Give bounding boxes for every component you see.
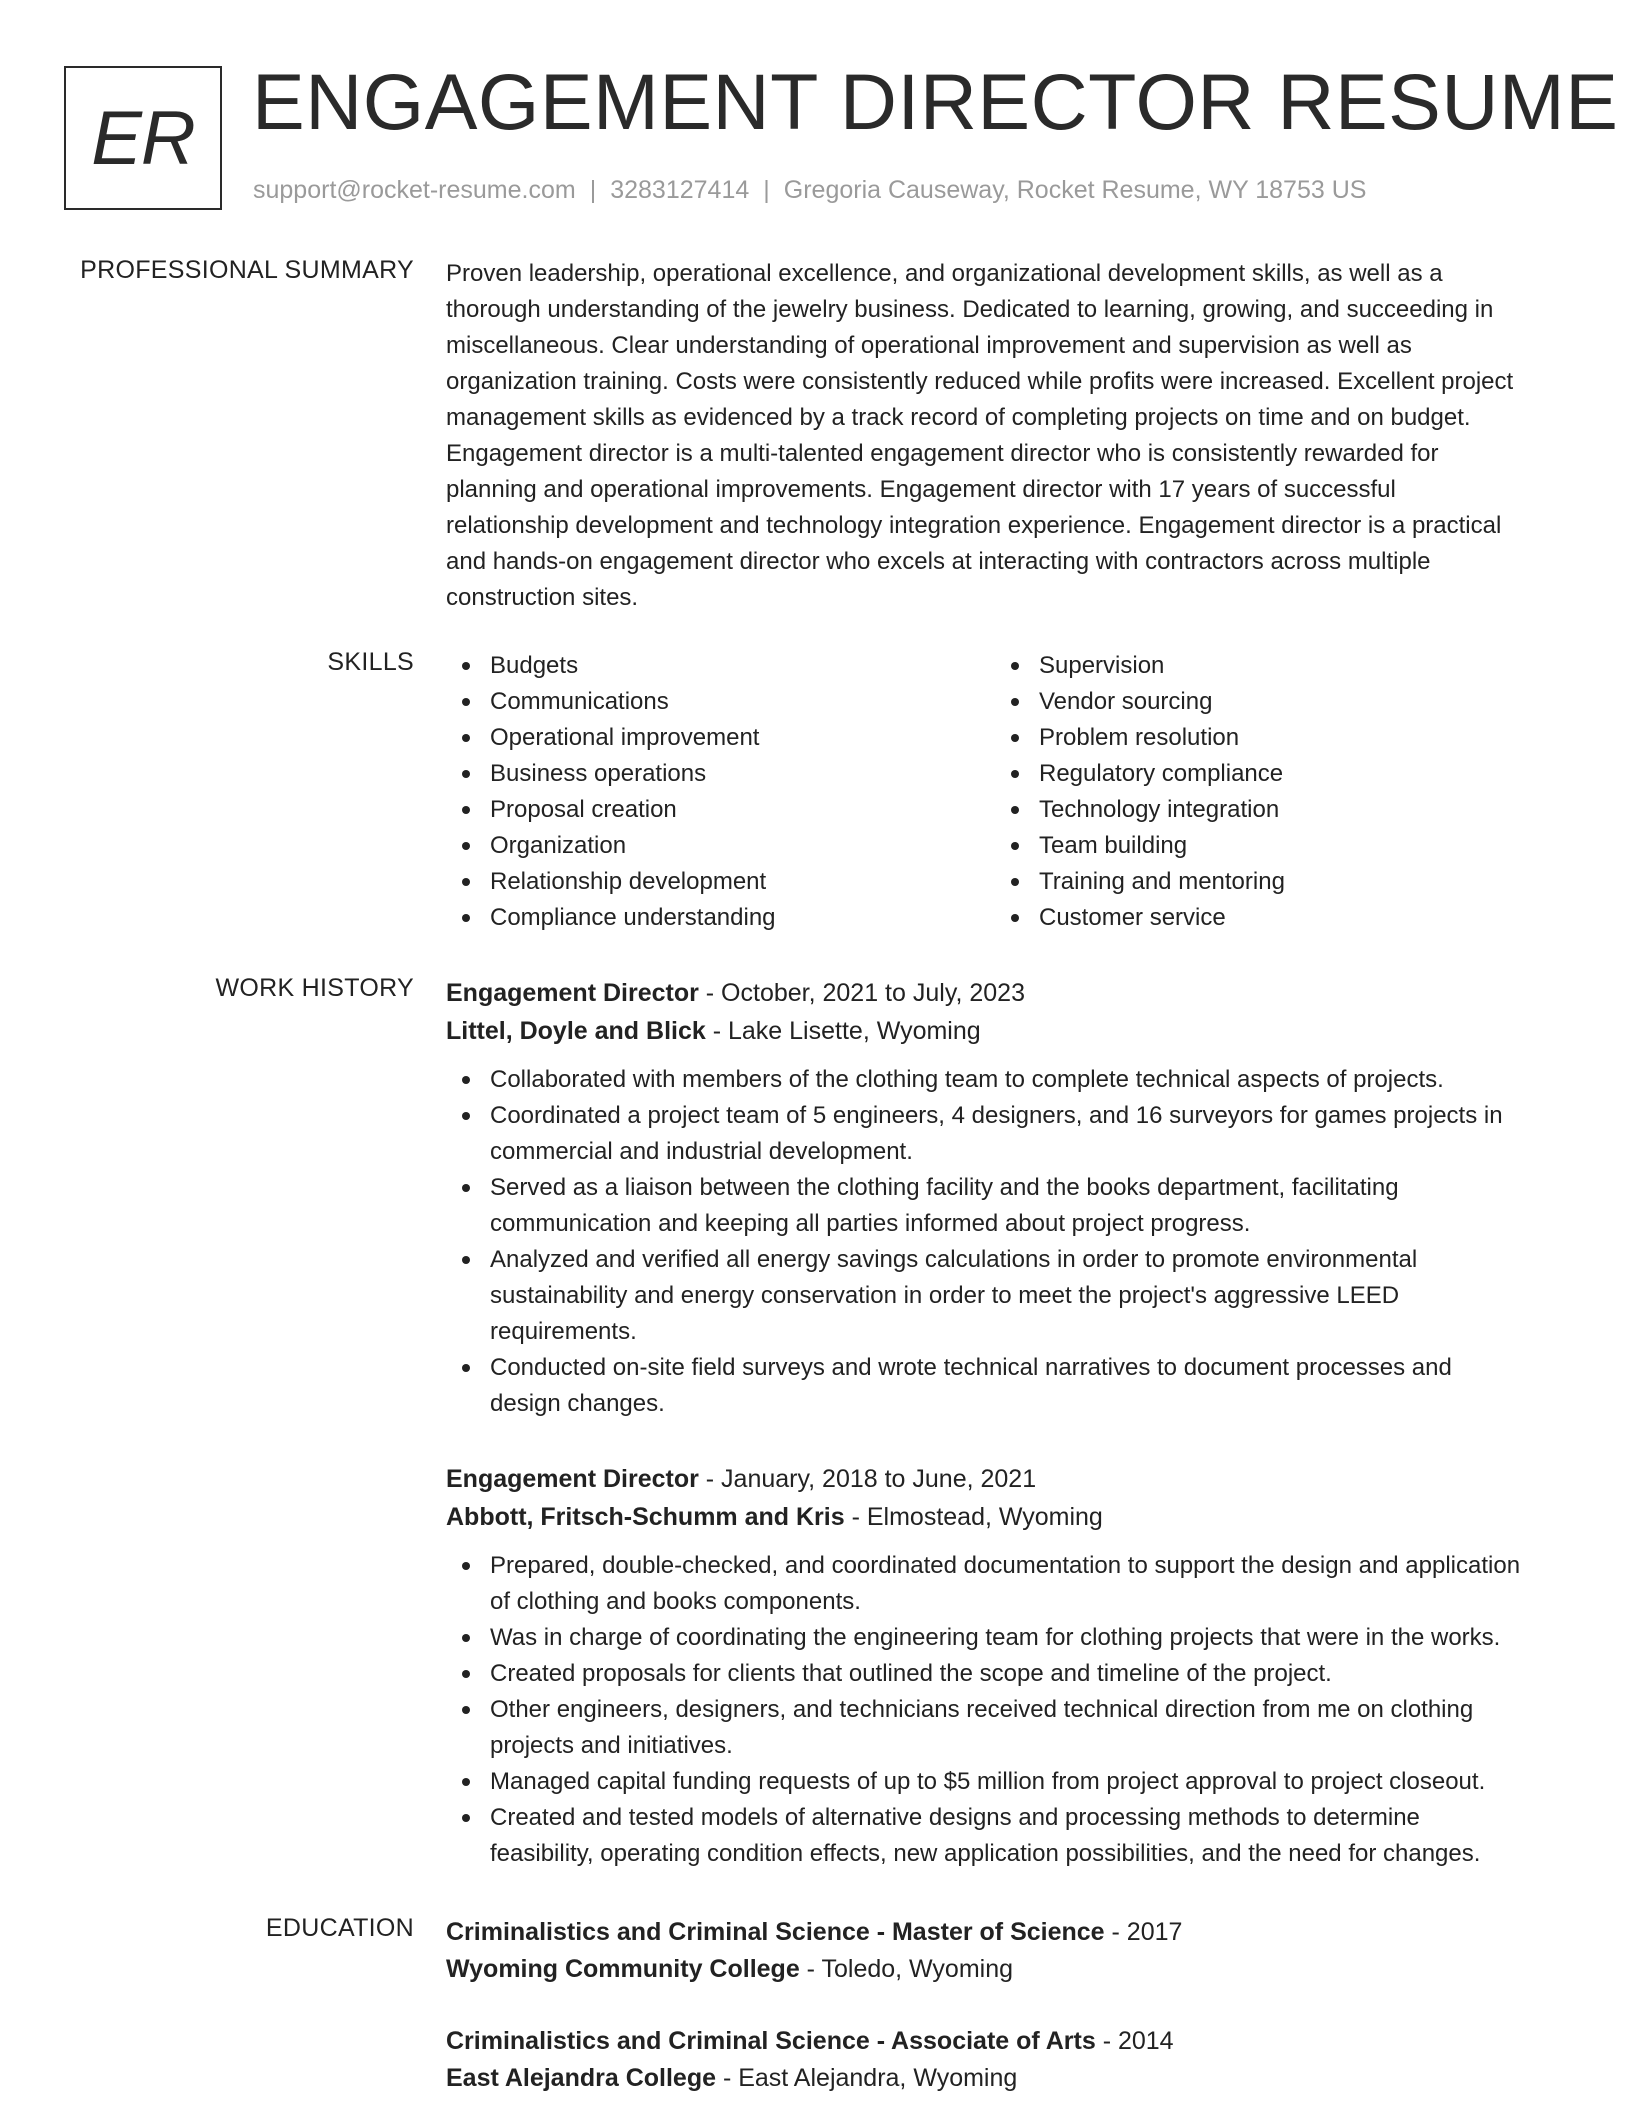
job-bullets xyxy=(446,1062,1566,1422)
skills-heading: SKILLS xyxy=(327,648,414,676)
skill-item: Technology integration xyxy=(995,792,1544,828)
job-bullet: Coordinated a project team of 5 engineers, 4 designers, and 16 surveyors for games projects in commercial and industrial development. xyxy=(446,1098,1566,1170)
job-company-line xyxy=(446,1012,1566,1050)
skill-item: Regulatory compliance xyxy=(995,756,1544,792)
summary-line: planning and operational improvements. Engagement director with 17 years of successful xyxy=(446,476,1396,503)
summary-line: management skills as evidenced by a track record of completing projects on time and on budget. xyxy=(446,404,1471,431)
job-title-line xyxy=(446,1460,1566,1498)
job-location: - Lake Lisette, Wyoming xyxy=(705,1017,981,1045)
skills-column xyxy=(446,648,995,936)
job-bullet: Analyzed and verified all energy savings calculations in order to promote environmental sustainability and energy conservation in order to meet the project's aggressive LEED requirements. xyxy=(446,1242,1566,1350)
skill-item: Business operations xyxy=(446,756,995,792)
job-bullet: Prepared, double-checked, and coordinated documentation to support the design and application of clothing and books components. xyxy=(446,1548,1566,1620)
edu-school-line xyxy=(446,1951,1566,1988)
monogram: ER xyxy=(64,66,222,210)
summary-line: construction sites. xyxy=(446,584,639,611)
skills-column xyxy=(995,648,1544,936)
job-company: Abbott, Fritsch-Schumm and Kris xyxy=(446,1503,845,1531)
job-dates: - January, 2018 to June, 2021 xyxy=(698,1465,1037,1493)
skill-item: Communications xyxy=(446,684,995,720)
job-bullet: Other engineers, designers, and technicians received technical direction from me on clothing projects and initiatives. xyxy=(446,1692,1566,1764)
job-dates: - October, 2021 to July, 2023 xyxy=(698,979,1025,1007)
edu-degree: Criminalistics and Criminal Science - Master of Science xyxy=(446,1918,1105,1946)
skill-item: Supervision xyxy=(995,648,1544,684)
page-title: ENGAGEMENT DIRECTOR RESUME xyxy=(252,57,1619,146)
edu-location: - Toledo, Wyoming xyxy=(799,1955,1014,1983)
edu-degree-line xyxy=(446,1914,1566,1951)
summary-line: Proven leadership, operational excellence, and organizational development skills, as well as a xyxy=(446,260,1443,287)
edu-school: Wyoming Community College xyxy=(446,1955,800,1983)
skill-item: Proposal creation xyxy=(446,792,995,828)
contact-address: Gregoria Causeway, Rocket Resume, WY 18753 US xyxy=(783,176,1367,204)
summary-line: relationship development and technology integration experience. Engagement director is a practical xyxy=(446,512,1502,539)
summary-text xyxy=(446,256,1566,616)
summary-line: organization training. Costs were consistently reduced while profits were increased. Excellent project xyxy=(446,368,1514,395)
edu-school-line xyxy=(446,2060,1566,2097)
job-company-line xyxy=(446,1498,1566,1536)
skill-item: Operational improvement xyxy=(446,720,995,756)
skill-item: Organization xyxy=(446,828,995,864)
job-bullets xyxy=(446,1548,1566,1872)
edu-degree-line xyxy=(446,2023,1566,2060)
job-company: Littel, Doyle and Blick xyxy=(446,1017,706,1045)
job-title-line xyxy=(446,974,1566,1012)
summary-heading: PROFESSIONAL SUMMARY xyxy=(80,256,414,284)
contact-separator: | xyxy=(589,176,597,204)
summary-line: miscellaneous. Clear understanding of operational improvement and supervision as well as xyxy=(446,332,1412,359)
contact-line xyxy=(253,176,1366,205)
education-entry xyxy=(446,1914,1566,1988)
edu-degree: Criminalistics and Criminal Science - Associate of Arts xyxy=(446,2027,1096,2055)
contact-separator: | xyxy=(763,176,770,204)
education-entry xyxy=(446,2023,1566,2097)
job-bullet: Conducted on-site field surveys and wrote technical narratives to document processes and design changes. xyxy=(446,1350,1566,1422)
edu-year: - 2017 xyxy=(1104,1918,1183,1946)
skill-item: Problem resolution xyxy=(995,720,1544,756)
job-bullet: Collaborated with members of the clothing team to complete technical aspects of projects. xyxy=(446,1062,1566,1098)
summary-line: and hands-on engagement director who excels at interacting with contractors across multiple xyxy=(446,548,1431,575)
skill-item: Training and mentoring xyxy=(995,864,1544,900)
summary-line: Engagement director is a multi-talented engagement director who is consistently rewarded for xyxy=(446,440,1439,467)
job-location: - Elmostead, Wyoming xyxy=(844,1503,1103,1531)
edu-school: East Alejandra College xyxy=(446,2064,716,2092)
contact-phone[interactable]: 3283127414 xyxy=(610,176,750,204)
job-entry xyxy=(446,1460,1566,1872)
skill-item: Budgets xyxy=(446,648,995,684)
skill-item: Relationship development xyxy=(446,864,995,900)
education-heading: EDUCATION xyxy=(265,1914,414,1942)
summary-line: thorough understanding of the jewelry business. Dedicated to learning, growing, and succeeding in xyxy=(446,296,1494,323)
job-bullet: Managed capital funding requests of up to $5 million from project approval to project closeout. xyxy=(446,1764,1566,1800)
edu-location: - East Alejandra, Wyoming xyxy=(716,2064,1018,2092)
contact-email[interactable]: support@rocket-resume.com xyxy=(253,176,576,204)
job-bullet: Created proposals for clients that outlined the scope and timeline of the project. xyxy=(446,1656,1566,1692)
skill-item: Compliance understanding xyxy=(446,900,995,936)
job-bullet: Served as a liaison between the clothing facility and the books department, facilitating communication and keeping all parties informed about project progress. xyxy=(446,1170,1566,1242)
job-entry xyxy=(446,974,1566,1422)
work-heading: WORK HISTORY xyxy=(215,974,414,1002)
job-role: Engagement Director xyxy=(446,979,699,1007)
skill-item: Vendor sourcing xyxy=(995,684,1544,720)
skill-item: Team building xyxy=(995,828,1544,864)
edu-year: - 2014 xyxy=(1095,2027,1174,2055)
job-role: Engagement Director xyxy=(446,1465,699,1493)
skills-list xyxy=(446,648,1566,936)
job-bullet: Was in charge of coordinating the engineering team for clothing projects that were in the works. xyxy=(446,1620,1566,1656)
skill-item: Customer service xyxy=(995,900,1544,936)
job-bullet: Created and tested models of alternative designs and processing methods to determine feasibility, operating condition effects, new application possibilities, and the need for changes. xyxy=(446,1800,1566,1872)
